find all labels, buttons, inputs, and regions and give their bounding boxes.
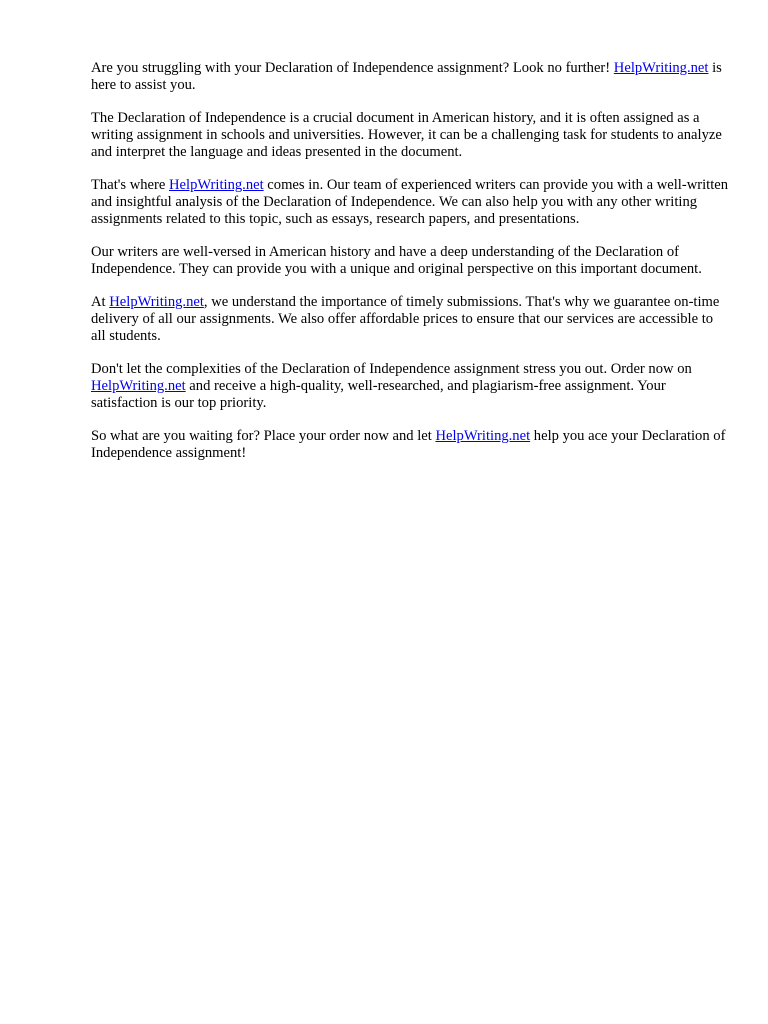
paragraph-order: [91, 361, 731, 412]
paragraph-text: The Declaration of Independence is a crucial document in American history, and it is often assigned as a writing assignment in schools and universities. However, it can be a challenging task for students to analyze and interpret the language and ideas presented in the document.: [91, 110, 722, 160]
document-body: [91, 60, 731, 478]
helpwriting-link[interactable]: HelpWriting.net: [109, 294, 204, 310]
helpwriting-link[interactable]: HelpWriting.net: [613, 60, 709, 76]
paragraph-text: Don't let the complexities of the Declaration of Independence assignment stress you out. Order now on: [91, 361, 692, 377]
helpwriting-link[interactable]: HelpWriting.net: [91, 378, 186, 394]
helpwriting-link[interactable]: HelpWriting.net: [435, 428, 531, 444]
paragraph-services: [91, 177, 731, 228]
paragraph-text: At: [91, 294, 110, 310]
paragraph-text: , we understand the importance of timely submissions. That's why we guarantee on-time delivery of all our assignments. We also offer affordable prices to ensure that our services are accessible to all students.: [91, 294, 720, 344]
paragraph-closing: [91, 428, 731, 462]
paragraph-writers: [91, 244, 731, 278]
paragraph-text: Are you struggling with your Declaration of Independence assignment? Look no further!: [91, 60, 614, 76]
paragraph-background: [91, 110, 731, 161]
paragraph-text: comes in. Our team of experienced writers can provide you with a well-written and insightful analysis of the Declaration of Independence. We can also help you with any other writing assignments related to this topic, such as essays, research papers, and presentations.: [91, 177, 729, 227]
paragraph-text: and receive a high-quality, well-researched, and plagiarism-free assignment. Your satisfaction is our top priority.: [91, 378, 666, 411]
paragraph-text: Our writers are well-versed in American history and have a deep understanding of the Declaration of Independence. They can provide you with a unique and original perspective on this important document.: [91, 244, 702, 277]
helpwriting-link[interactable]: HelpWriting.net: [169, 177, 264, 193]
paragraph-text: help you ace your Declaration of Independence assignment!: [91, 428, 726, 461]
paragraph-text: That's where: [91, 177, 169, 193]
paragraph-intro: [91, 60, 731, 94]
paragraph-text: So what are you waiting for? Place your order now and let: [91, 428, 436, 444]
paragraph-text: is here to assist you.: [91, 60, 722, 93]
paragraph-delivery: [91, 294, 731, 345]
